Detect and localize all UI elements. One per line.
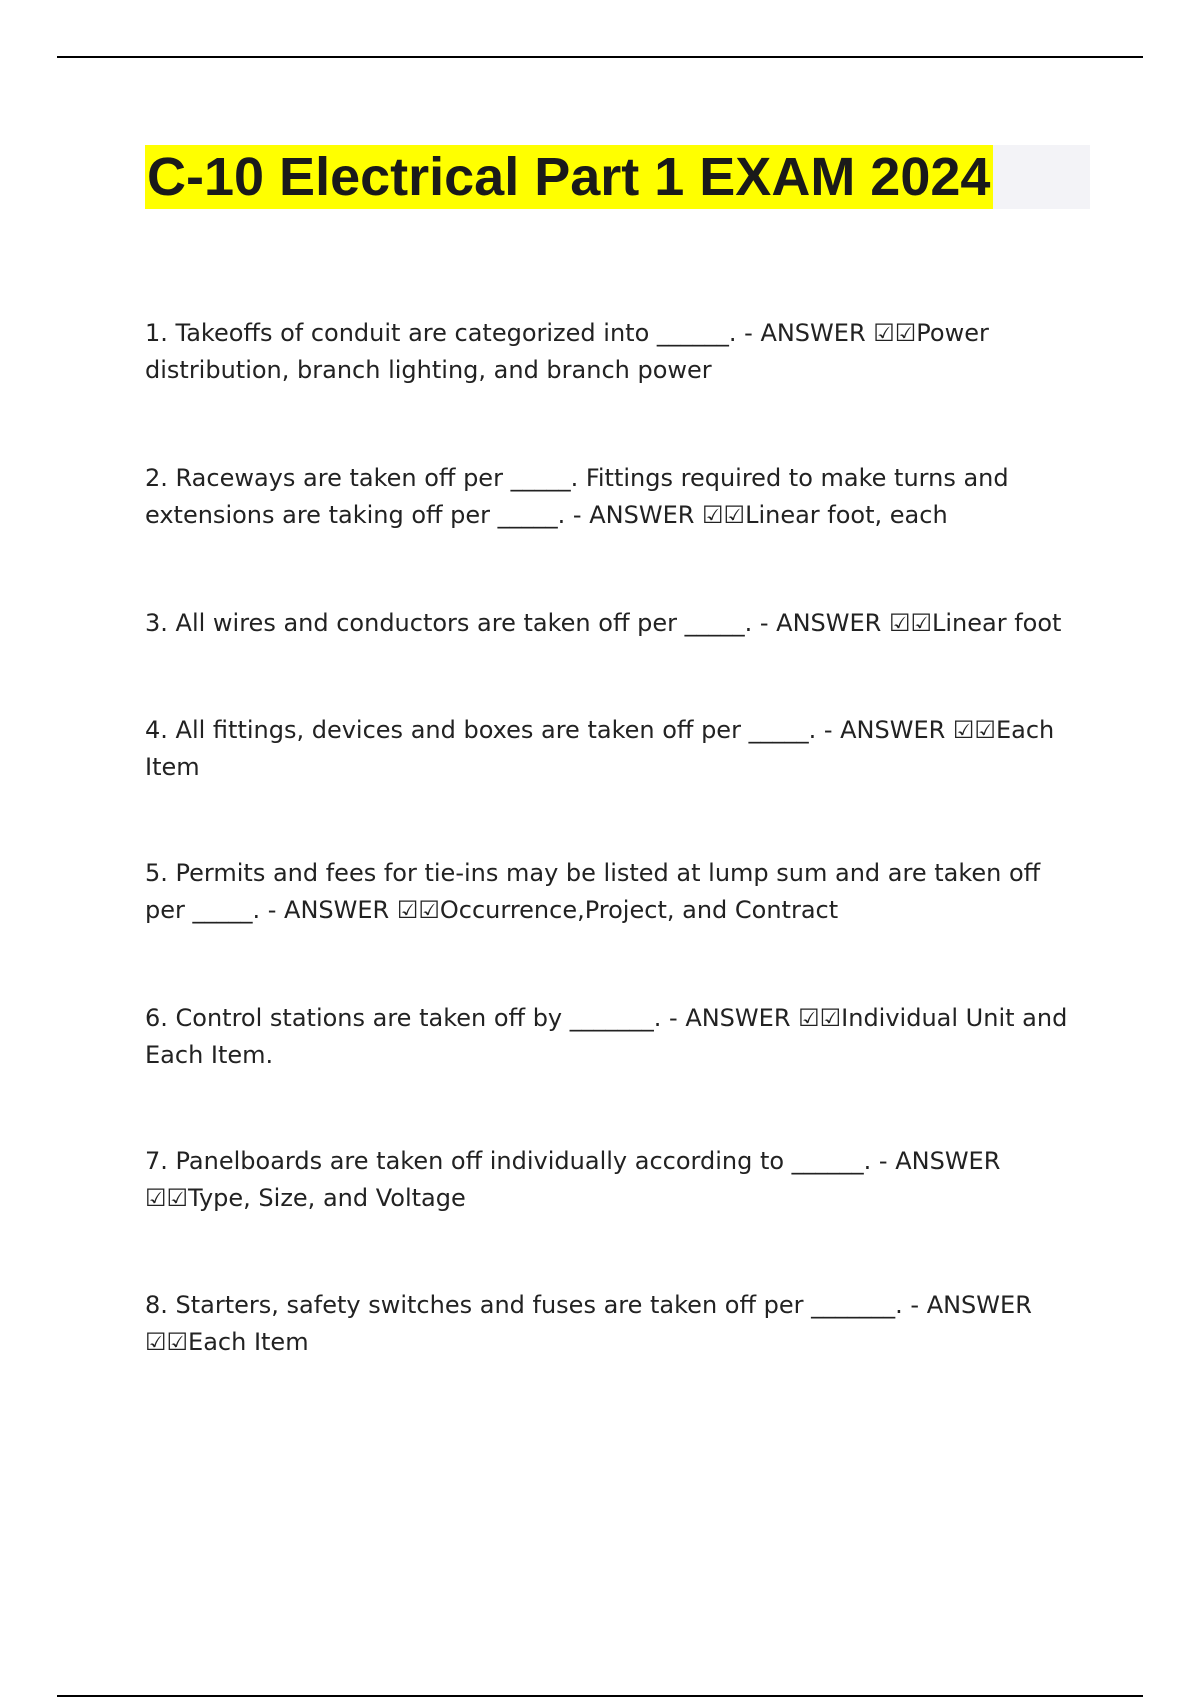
answer-label: ANSWER ☑☑ — [145, 1291, 1032, 1356]
question-text: 8. Starters, safety switches and fuses are taken off per _______. - — [145, 1291, 927, 1319]
question-text: 5. Permits and fees for tie-ins may be listed at lump sum and are taken off per _____. - — [145, 859, 1041, 924]
question-text: 6. Control stations are taken off by _______. - — [145, 1004, 686, 1032]
answer-label: ANSWER ☑☑ — [760, 319, 917, 347]
qa-item-5 — [145, 855, 1075, 929]
answer-text: Linear foot — [932, 609, 1062, 637]
qa-item-8 — [145, 1287, 1075, 1361]
answer-text: Type, Size, and Voltage — [188, 1184, 466, 1212]
answer-label: ANSWER ☑☑ — [840, 716, 996, 744]
question-text: 4. All fittings, devices and boxes are taken off per _____. - — [145, 716, 841, 744]
bottom-rule — [57, 1695, 1143, 1697]
top-rule — [57, 56, 1143, 58]
answer-label: ANSWER ☑☑ — [284, 896, 440, 924]
document-title: C-10 Electrical Part 1 EXAM 2024 — [145, 145, 993, 209]
title-banner — [145, 145, 1090, 209]
qa-item-7 — [145, 1143, 1075, 1217]
qa-item-3 — [145, 605, 1075, 642]
answer-text: Linear foot, each — [745, 501, 948, 529]
answer-text: Each Item — [188, 1328, 309, 1356]
answer-label: ANSWER ☑☑ — [589, 501, 746, 529]
answer-text: Power distribution, branch lighting, and branch power — [145, 319, 989, 384]
question-text: 1. Takeoffs of conduit are categorized into ______. - — [145, 319, 761, 347]
answer-text: Each Item — [145, 716, 1055, 781]
answer-label: ANSWER ☑☑ — [776, 609, 932, 637]
question-text: 3. All wires and conductors are taken off per _____. - — [145, 609, 777, 637]
qa-item-2 — [145, 460, 1075, 534]
question-text: 7. Panelboards are taken off individually according to ______. - — [145, 1147, 896, 1175]
qa-item-4 — [145, 712, 1075, 786]
answer-label: ANSWER ☑☑ — [145, 1147, 1001, 1212]
question-text: 2. Raceways are taken off per _____. Fittings required to make turns and extensions are taking off per _____. - — [145, 464, 1009, 529]
qa-item-1 — [145, 315, 1075, 389]
qa-item-6 — [145, 1000, 1075, 1074]
answer-text: Individual Unit and Each Item. — [145, 1004, 1068, 1069]
answer-text: Occurrence,Project, and Contract — [439, 896, 839, 924]
answer-label: ANSWER ☑☑ — [685, 1004, 842, 1032]
